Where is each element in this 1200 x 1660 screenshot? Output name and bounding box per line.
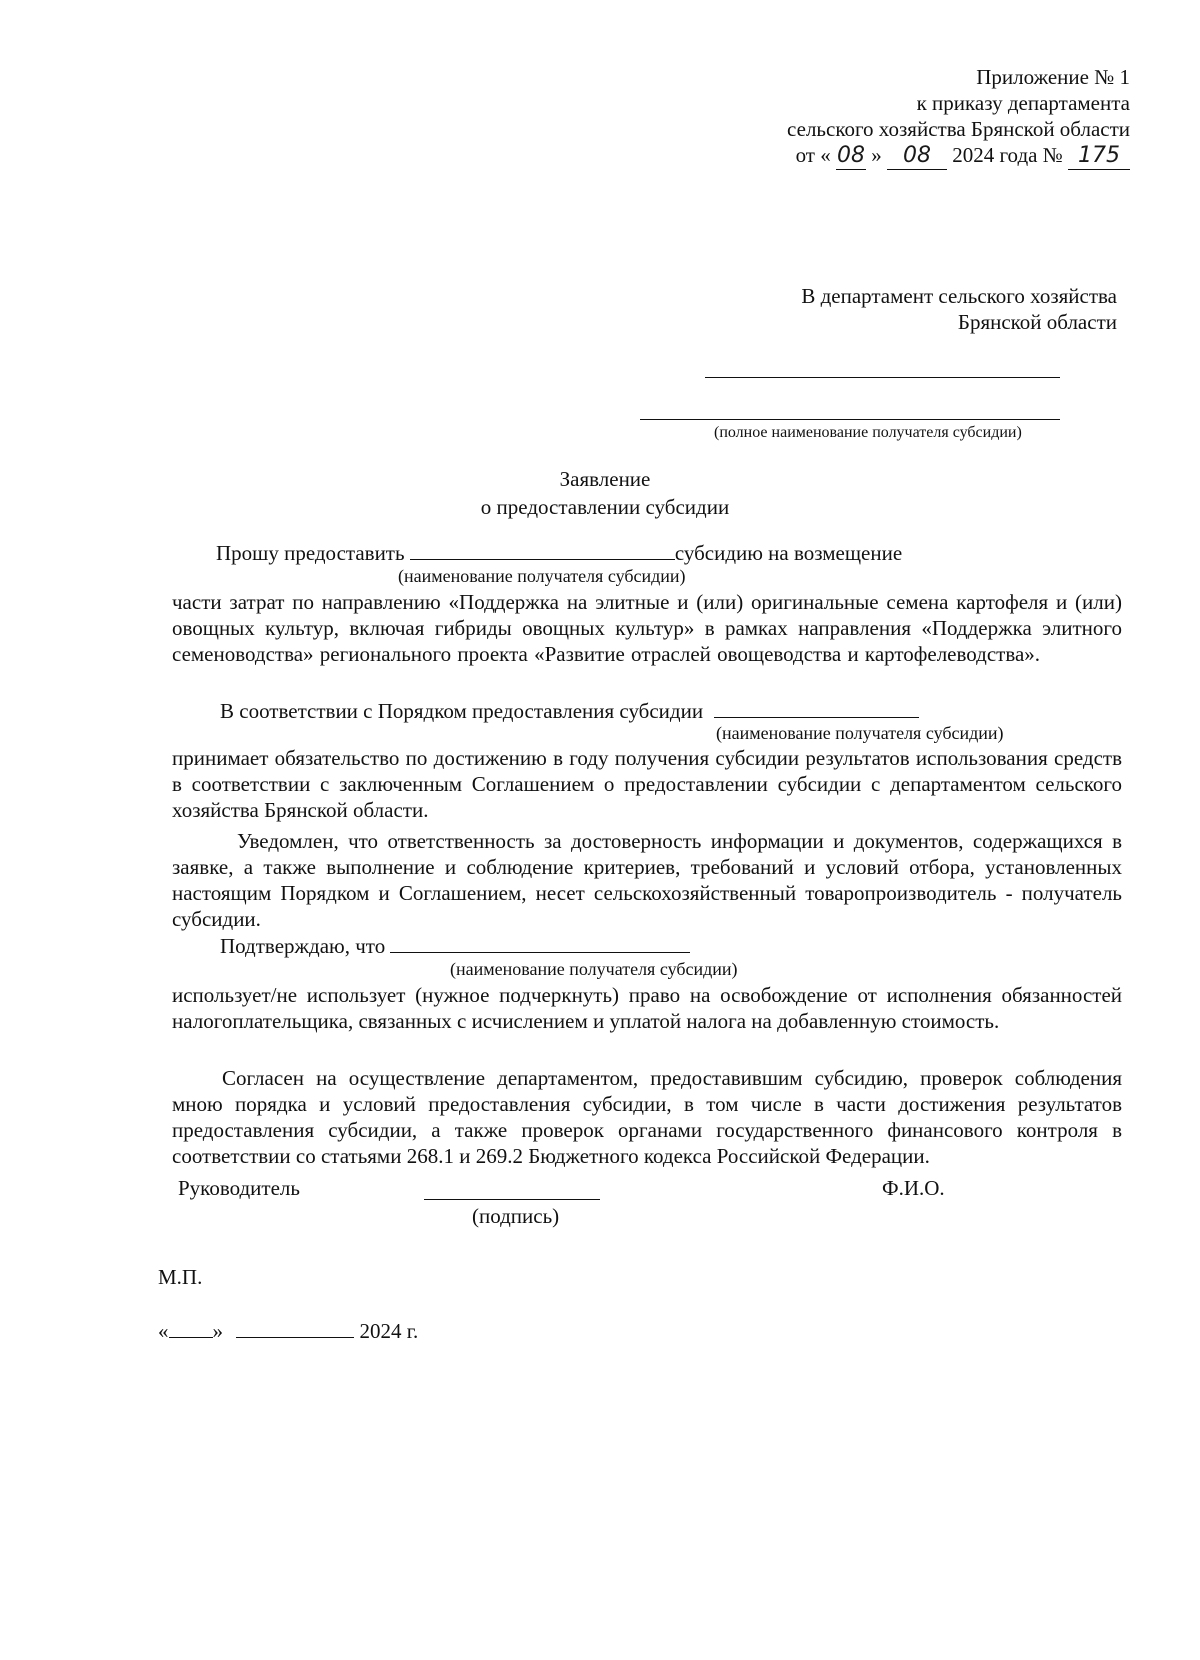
sig-date-open: «: [158, 1319, 169, 1343]
p1-caption: (наименование получателя субсидии): [398, 566, 686, 586]
signature-caption: (подпись): [472, 1204, 560, 1228]
addressee-line2: Брянской области: [957, 310, 1117, 334]
addressee-line1: В департамент сельского хозяйства: [801, 284, 1117, 308]
p2-start: В соответствии с Порядком предоставления субсидии: [220, 699, 704, 723]
date-prefix: от «: [795, 143, 831, 167]
stamp-label: М.П.: [158, 1265, 203, 1289]
date-month: 08: [887, 143, 947, 170]
appendix-date-line: [610, 142, 1130, 170]
p1-start: Прошу предоставить: [216, 541, 405, 565]
addressee-block: [597, 283, 1117, 335]
sig-date-close: »: [212, 1319, 223, 1343]
appendix-header: [610, 64, 1130, 170]
order-number: 175: [1068, 143, 1130, 170]
recipient-line-2: [640, 419, 1060, 420]
recipient-line-1: [705, 377, 1060, 378]
signature-date-line: [158, 1317, 418, 1344]
date-mid: »: [871, 143, 882, 167]
p1-first-line: [216, 539, 902, 566]
date-year: 2024 года №: [952, 143, 1063, 167]
signature-line: [424, 1199, 600, 1200]
p4-start: Подтверждаю, что: [220, 934, 386, 958]
sig-day-blank: [169, 1317, 213, 1338]
appendix-department: сельского хозяйства Брянской области: [787, 117, 1130, 141]
p2-caption: (наименование получателя субсидии): [716, 723, 1004, 743]
p1-end: субсидию на возмещение: [674, 541, 903, 565]
p3-body: Уведомлен, что ответственность за достоверность информации и документов, содержащихся в заявке, а также выполнение и соблюдение критериев, требований и условий отбора, установленных настоящим Порядком и Соглашением, несет сельскохозяйственный товаропроизводитель - получатель субсидии.: [172, 829, 1122, 931]
sig-month-blank: [236, 1317, 354, 1338]
p5-body: Согласен на осуществление департаментом, предоставившим субсидию, проверок соблюдения мною порядка и условий предоставления субсидии, в том числе в части достижения результатов предоставления субсидии, а также проверок органами государственного финансового контроля в соответствии со статьями 268.1 и 269.2 Бюджетного кодекса Российской Федерации.: [172, 1066, 1122, 1168]
p2-body: принимает обязательство по достижению в году получения субсидии результатов использования средств в соответствии с заключенным Соглашением о предоставлении субсидии с департаментом сельского хозяйства Брянской области.: [172, 746, 1122, 822]
title-line2: о предоставлении субсидии: [480, 495, 730, 519]
p1-blank: [410, 539, 675, 560]
p4-caption: (наименование получателя субсидии): [450, 959, 738, 979]
signature-fio: Ф.И.О.: [882, 1176, 945, 1200]
p4-body: использует/не использует (нужное подчеркнуть) право на освобождение от исполнения обязанностей налогоплательщика, связанных с исчислением и уплатой налога на добавленную стоимость.: [172, 983, 1122, 1033]
p2-first-line: [220, 697, 919, 724]
date-day: 08: [836, 143, 865, 168]
p2-blank: [714, 697, 919, 718]
p4-first-line: [220, 932, 690, 959]
p4-blank: [390, 932, 690, 953]
document-title: [0, 466, 1200, 520]
signature-role: Руководитель: [178, 1176, 300, 1200]
appendix-order-ref: к приказу департамента: [916, 91, 1130, 115]
sig-date-year: 2024 г.: [359, 1319, 419, 1343]
p1-body: части затрат по направлению «Поддержка на элитные и (или) оригинальные семена картофеля и (или) овощных культур, включая гибриды овощных культур» в рамках направления «Поддержка элитного семеноводства» регионального проекта «Развитие отраслей овощеводства и картофелеводства».: [172, 590, 1122, 666]
appendix-title: Приложение № 1: [976, 65, 1130, 89]
title-line1: Заявление: [559, 467, 651, 491]
recipient-caption: (полное наименование получателя субсидии): [714, 424, 1022, 441]
